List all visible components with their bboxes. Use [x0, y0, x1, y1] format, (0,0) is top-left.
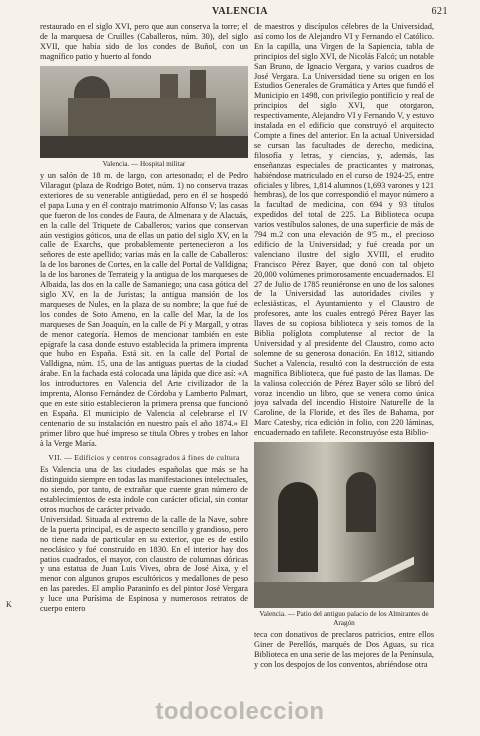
left-paragraph-1: restaurado en el siglo XVI, pero que aun conserva la torre; el de la marquesa de Cruilles (Caballeros, núm. 30), del siglo XVII, que había sido de los condes de Buñol, con un magnífico patio y huerto al fondo — [40, 22, 248, 61]
figure-hospital-militar — [40, 66, 248, 169]
right-paragraph-2: teca con donativos de preclaros patricios, entre ellos Giner de Perellós, marqués de Dos Aguas, su rica Biblioteca en una serie de las mejores de la Península, y con los despojos de los conventos, abriéndose otra — [254, 630, 434, 669]
hospital-photo — [40, 66, 248, 158]
building-shape — [68, 98, 216, 138]
section-heading: VII. — Edificios y centros consagrados á fines de cultura — [48, 452, 240, 462]
left-column — [40, 22, 248, 682]
figure-caption: Valencia. — Hospital militar — [102, 159, 186, 168]
right-paragraph-1: de maestros y discípulos célebres de la Universidad, así como los de Alejandro VI y Fernando el Católico. En la capilla, una Virgen de la Sapiencia, tabla de principios del siglo XVI, de Nicolás Falcó; un notable San Bruno, de Ignacio Vergara, y varios cuadros de José Vergara. La Universidad tiene su origen en los Estudios Generales de Gramática y Artes que fundó el Municipio en 1498, con privilegio pontificio y real de principios del siglo XVI, que otorgaron, respectivamente, Alejandro VI y Fernando V, y estuvo instalada en el edificio que construyó el arquitecto Compte a fines del anterior. En la actual Universidad se cursan las facultades de derecho, medicina, filosofía y letras, y ciencias, y, además, las enseñanzas especiales de practicantes y matronas, habiéndose matriculado en el curso de 1924-25, entre oficiales y libres, 1,814 alumnos (1,693 varones y 121 hembras), de los que correspondió el mayor número a la facultad de medicina, con 694 y 93 títulos expedidos del total de 225. La Biblioteca ocupa varios vestíbulos salones, de una superficie de más de 794 m.2 con una elevación de 9'5 m., el precioso edificio de la Universidad; y fué creada por un valenciano ilustre del siglo XVIII, el erudito Francisco Pérez Bayer, que donó con tal objeto 20,000 volúmenes primorosamente encuadernados. El 27 de Julio de 1785 reuniéronse en uno de los salones de la Universidad las autoridades civiles y eclesiásticas, el Ayuntamiento y el Claustro de profesores, ante los cuales entregó Pérez Bayer las llaves de su copiosa biblioteca y seis tomos de la Biblia políglota complutense al rector de la Universidad y al presidente del Claustro, como acto solemne de su generosa donación. En 1812, sitiando Suchet a Valencia, resultó con la destrucción de esta magnífica Biblioteca, que fué pasto de las llamas. De la valiosa colección de Pérez Bayer sólo se libró del voraz incendio un libro, que se venera como única joya salvada del incendio Histoire Naturelle de la Caroline, de la Floride, et des îles de Bahama, por Marc Catesby, rica edición in folio, con 220 láminas, encuadernado en tafilete. Reconstruyóse esta Biblio- — [254, 22, 434, 438]
figure-patio-almirantes — [254, 442, 434, 627]
margin-mark: K — [6, 600, 12, 609]
right-column — [254, 22, 434, 682]
page-number: 621 — [431, 6, 448, 17]
ground-shape — [40, 136, 248, 158]
floor-shape — [254, 582, 434, 608]
patio-photo — [254, 442, 434, 608]
running-header — [40, 6, 448, 20]
left-paragraph-4: Universidad. Situada al extremo de la calle de la Nave, sobre de la puerta principal, es de aspecto sencillo y grandioso, pero no tiene nada de particular en su exterior, que es de estilo neoclásico y fué construido en 1830. En el interior hay dos patios cuadrados, el mayor, con claustro de columnas dóricas y una estatua de Juan Luis Vives, obra de José Aixa, y el menor con algunos grupos escultóricos y medallones de peso en las paredes. El amplio Paraninfo es del pintor José Vergara y luce una Purísima de Espinosa y numerosos retratos de cuerpo entero — [40, 514, 248, 614]
arch-shape — [278, 482, 318, 572]
watermark-logo: todocoleccion — [155, 698, 325, 725]
left-paragraph-3: Es Valencia una de las ciudades españolas que más se ha distinguido siempre en todas las manifestaciones intelectuales, no siendo, por tanto, de extrañar que cuente gran número de establecimientos de esta índole con carácter oficial, sin contar otros muchos de carácter privado. — [40, 465, 248, 515]
tower-shape — [160, 74, 178, 100]
left-paragraph-2: y un salón de 18 m. de largo, con artesonado; el de Pedro Vilaragut (plaza de Rodrigo Botet, núm. 1) no conserva trazas exteriores de su venerable antigüedad, pero en él se hospedó el papa Luna y en él contrajo matrimonio Alfonso V; las casas que fueron de los condes de Faura, de Almenara y de Alacuás, en la calle del Triquete de Caballeros; varios que conservan aún vestigios góticos, una de ellas un patio del siglo XV, en la calle de Exarchs, que probablemente pertenecieron a los señores de este apellido; varias más en la calle de Caballeros: la de los barones de Cortes, en la calle del Portal de Valldigna; la de los barones de Terrateig y la antigua de los marqueses de Albaida, las dos en la calle de Samaniego; una casa gótica del siglo XV, en la de Juristas; la antigua mansión de los marqueses de Nules, en la plaza de su nombre; la que fué de los condes de Soto Ameno, en la calle del Mar, la de los marqueses de San Joaquín, en la calle de Pí y Margall, y otras de menor categoría. Hemos de mencionar también en este epígrafe la casa donde estuvo establecida la primera imprenta que hubo en España. Está sit. en la calle del Portal de Valldigna, núm. 15, una de las antiguas puertas de la ciudad árabe. En la fachada está colocada una lápida que dice así: «A los introductores en Valencia del Arte civilizador de la imprenta, Alonso Fernández de Córdoba y Lamberto Palmart, que en este sitio establecieron la primera prensa que funcionó en España. El municipio de Valencia al celebrarse el IV centenario de su instalación en nuestro país el año 1874.» El primer libro que hué impreso se titula Obres y trobes en lahor à la Verge María. — [40, 171, 248, 448]
tower-shape-2 — [190, 70, 206, 100]
figure-caption-2: Valencia. — Patio del antiguo palacio de los Almirantes de Aragón — [259, 610, 429, 627]
page-title: VALENCIA — [211, 6, 269, 17]
arch-shape-2 — [346, 472, 376, 532]
